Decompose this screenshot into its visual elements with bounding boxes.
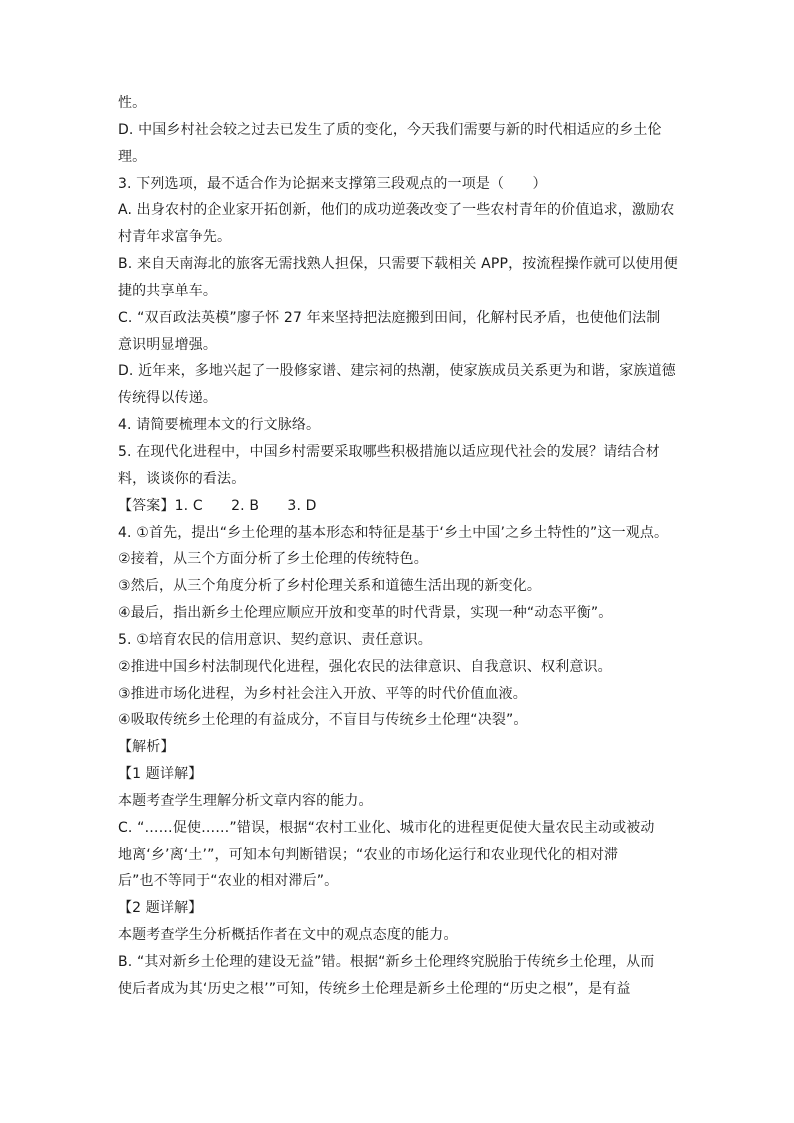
text-line: ④吸取传统乡土伦理的有益成分，不盲目与传统乡土伦理“决裂”。 xyxy=(118,712,528,729)
text-line: 4. ①首先，提出“乡土伦理的基本形态和特征是基于‘乡土中国’之乡土特性的”这一观点。 xyxy=(118,524,669,541)
text-line: ④最后，指出新乡土伦理应顺应开放和变革的时代背景，实现一种“动态平衡”。 xyxy=(118,605,613,622)
text-line: 地离‘乡’离‘土’”，可知本句判断错误；“农业的市场化运行和农业现代化的相对滞 xyxy=(118,846,619,863)
text-line: 本题考查学生理解分析文章内容的能力。 xyxy=(118,792,373,809)
text-line: 5. ①培育农民的信用意识、契约意识、责任意识。 xyxy=(118,631,432,648)
text-line: 使后者成为其‘历史之根’”可知，传统乡土伦理是新乡土伦理的“历史之根”，是有益 xyxy=(118,980,631,997)
text-line: ③然后，从三个角度分析了乡村伦理关系和道德生活出现的新变化。 xyxy=(118,578,542,595)
text-line: D. 中国乡村社会较之过去已发生了质的变化，今天我们需要与新的时代相适应的乡土伦 xyxy=(118,121,662,138)
text-line: C. “……促使……”错误，根据“农村工业化、城市化的进程更促使大量农民主动或被动 xyxy=(118,819,655,836)
text-line: 理。 xyxy=(118,148,147,165)
text-line: 村青年求富争先。 xyxy=(118,229,232,246)
document-page xyxy=(118,90,688,1003)
text-line: 3. 下列选项，最不适合作为论据来支撑第三段观点的一项是（ ） xyxy=(118,175,547,192)
text-line: 本题考查学生分析概括作者在文中的观点态度的能力。 xyxy=(118,927,458,944)
text-line: ②推进中国乡村法制现代化进程，强化农民的法律意识、自我意识、权利意识。 xyxy=(118,658,612,675)
text-line: 4. 请简要梳理本文的行文脉络。 xyxy=(118,417,321,434)
text-line: ②接着，从三个方面分析了乡土伦理的传统特色。 xyxy=(118,551,428,568)
text-line: 料，谈谈你的看法。 xyxy=(118,470,246,487)
text-line: B. 来自天南海北的旅客无需找熟人担保，只需要下载相关 APP，按流程操作就可以使用便 xyxy=(118,256,678,273)
text-line: A. 出身农村的企业家开拓创新，他们的成功逆袭改变了一些农村青年的价值追求，激励农 xyxy=(118,202,675,219)
text-line: ③推进市场化进程，为乡村社会注入开放、平等的时代价值血液。 xyxy=(118,685,527,702)
text-line: 性。 xyxy=(118,95,147,111)
text-line: 后”也不等同于“农业的相对滞后”。 xyxy=(118,873,339,890)
text-line: B. “其对新乡土伦理的建设无益”错。根据“新乡土伦理终究脱胎于传统乡土伦理，从而 xyxy=(118,954,655,970)
text-line: 【解析】 xyxy=(118,739,175,756)
text-line: 捷的共享单车。 xyxy=(118,282,218,299)
text-line: 【答案】1. C 2. B 3. D xyxy=(118,497,317,514)
text-line: 传统得以传递。 xyxy=(118,390,218,407)
text-line: D. 近年来，多地兴起了一股修家谱、建宗祠的热潮，使家族成员关系更为和谐，家族道德 xyxy=(118,363,676,380)
text-line: 【1 题详解】 xyxy=(118,766,203,783)
text-line: 【2 题详解】 xyxy=(118,900,203,917)
text-line: 5. 在现代化进程中，中国乡村需要采取哪些积极措施以适应现代社会的发展？请结合材 xyxy=(118,443,660,460)
text-line: C. “双百政法英模”廖子怀 27 年来坚持把法庭搬到田间，化解村民矛盾，也使他们法制 xyxy=(118,309,661,326)
text-line: 意识明显增强。 xyxy=(118,336,218,353)
